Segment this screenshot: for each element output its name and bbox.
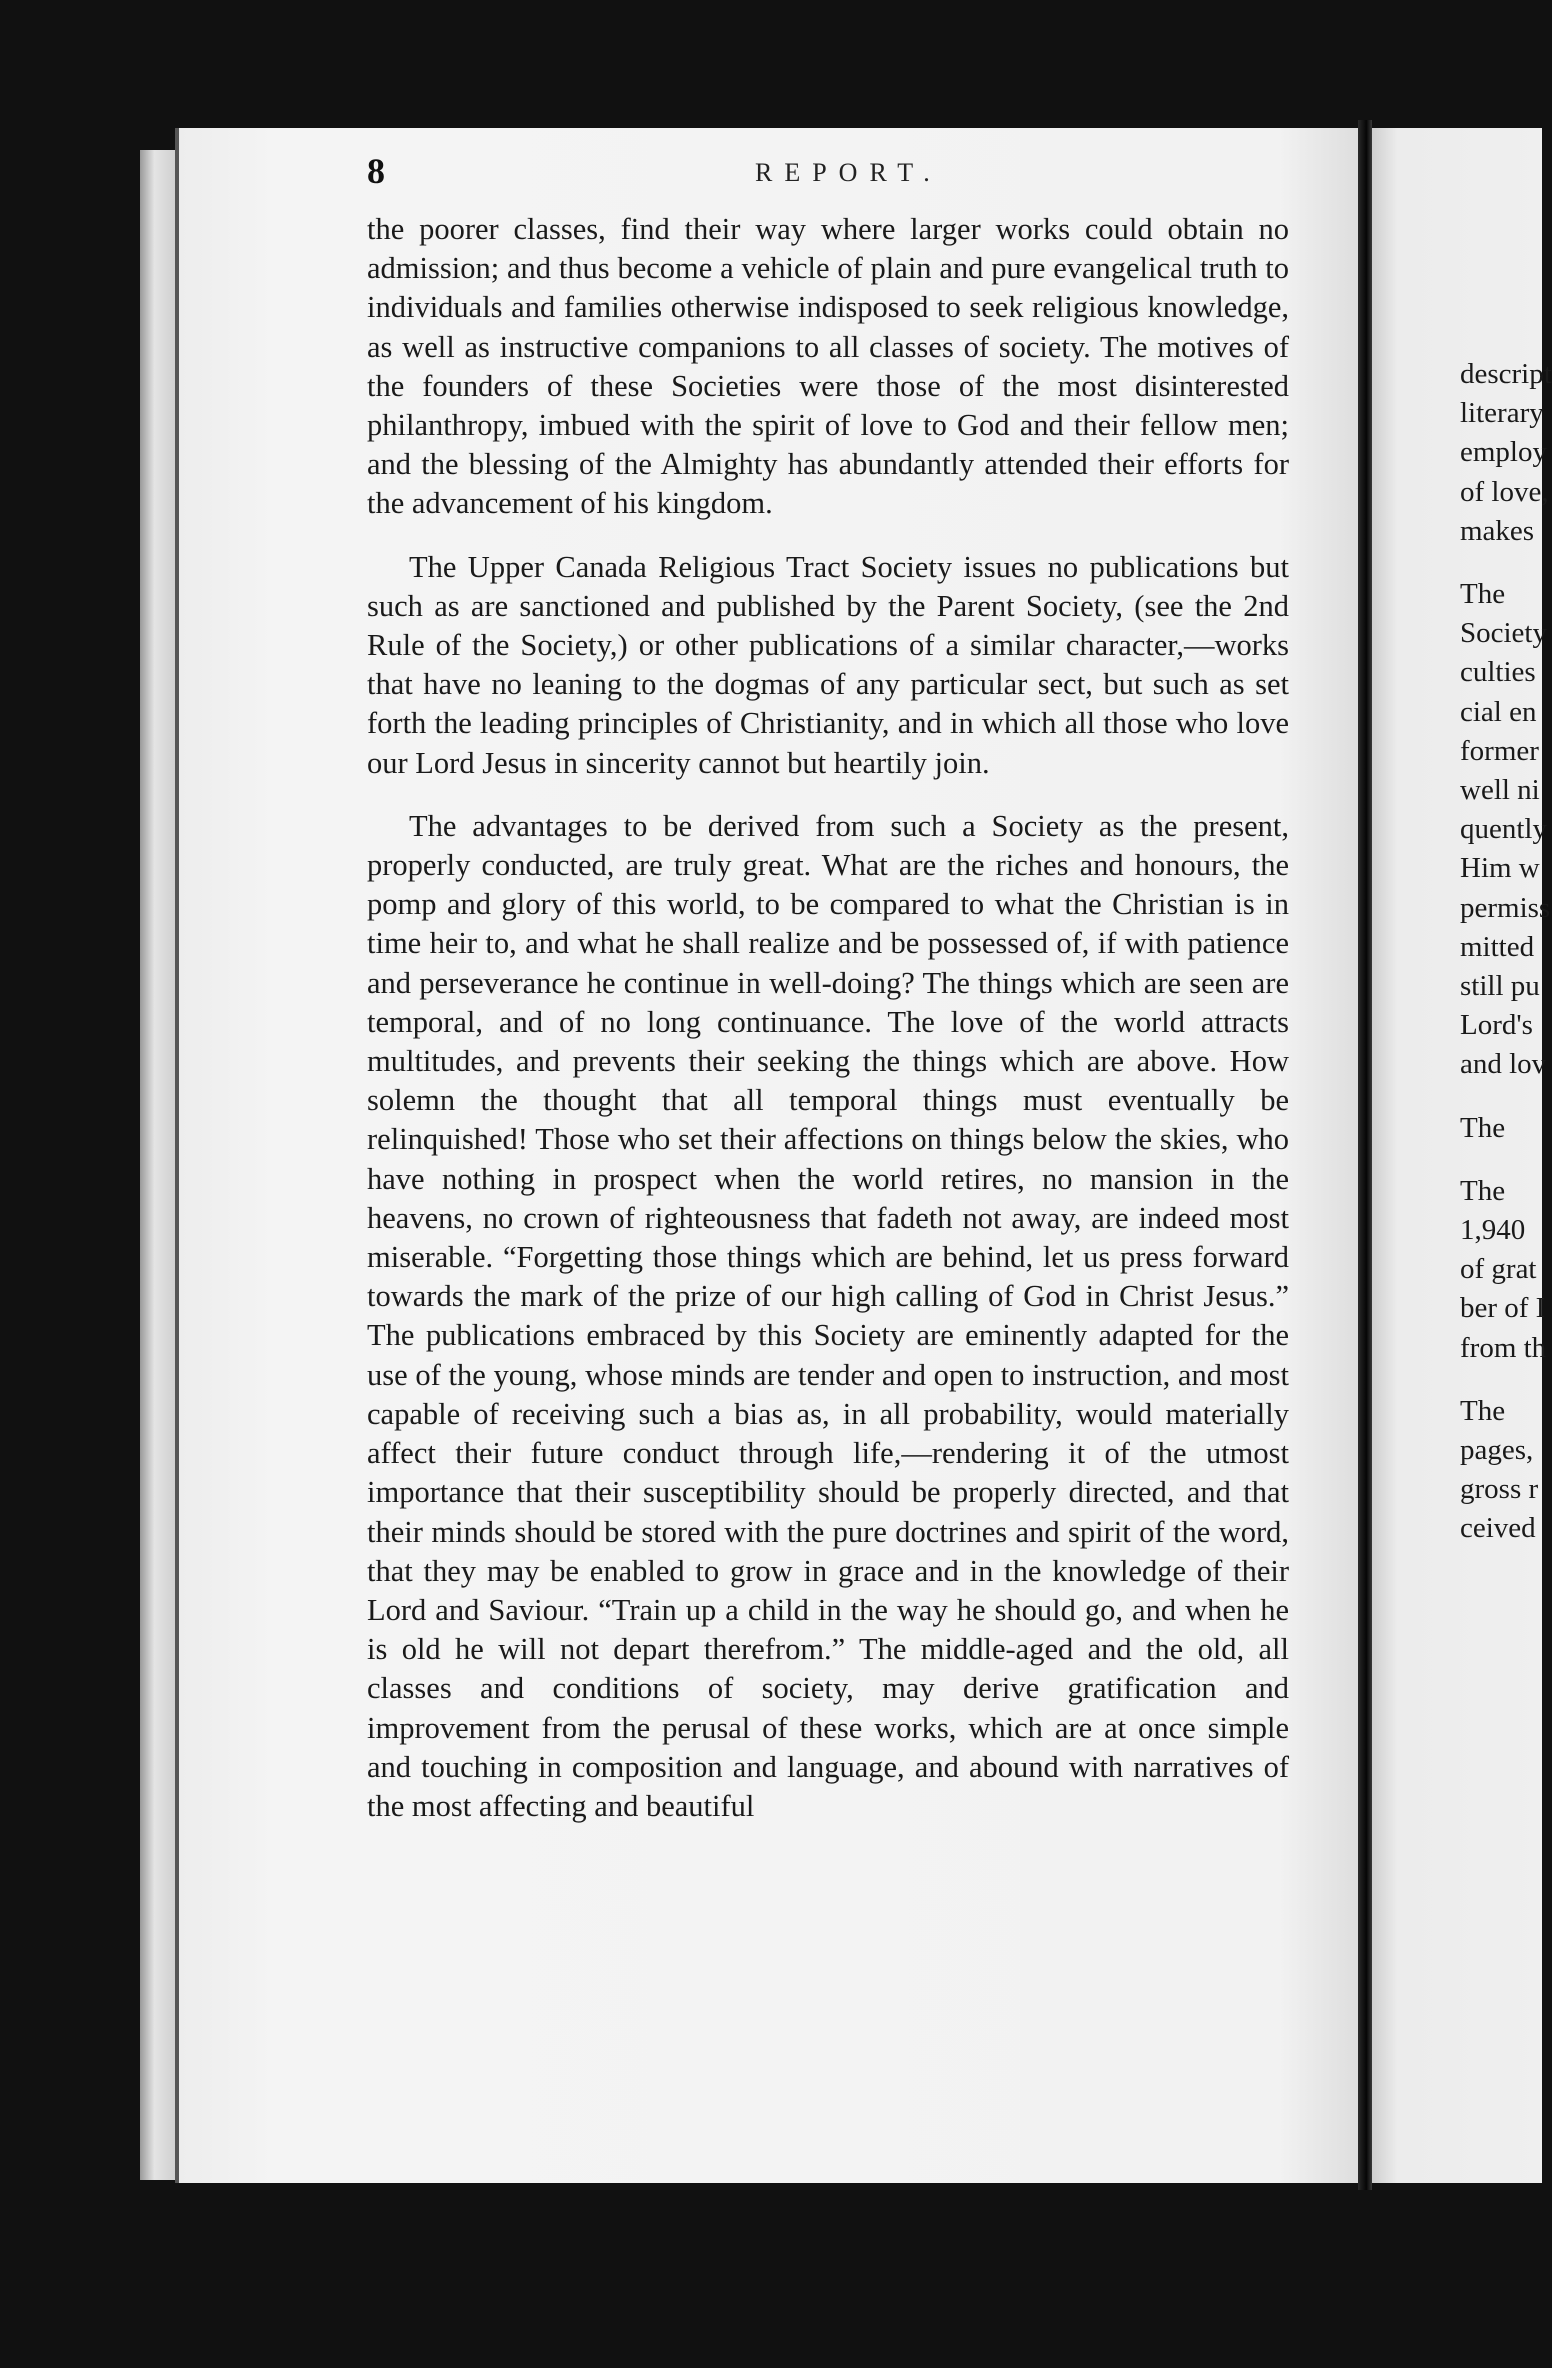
line-fragment: 1,940 — [1460, 1214, 1526, 1247]
line-fragment: The — [1460, 578, 1506, 611]
paragraph: The Upper Canada Religious Tract Society issues no publications but such as are sanctioned and published by the Parent Society, (see the 2nd Rule of the Society,) or other publications of a similar character,—works that have no leaning to the dogmas of any particular sect, but such as set forth the leading principles of Christianity, and in which all those who love our Lord Jesus in sincerity cannot but heartily join. — [367, 549, 1289, 780]
line-fragment: mitted — [1460, 930, 1535, 963]
page-header — [195, 150, 1195, 210]
page-number: 8 — [367, 151, 385, 191]
line-fragment: employ — [1460, 436, 1547, 469]
line-fragment: The — [1460, 1111, 1506, 1144]
running-head: REPORT. — [755, 158, 942, 187]
line-fragment: Him w — [1460, 852, 1540, 885]
line-fragment: of grat — [1460, 1253, 1537, 1286]
line-fragment: quently — [1460, 813, 1547, 846]
page-stack-edge — [140, 150, 176, 2180]
line-fragment: Society — [1460, 617, 1547, 650]
body-text — [367, 210, 1289, 1826]
line-fragment: makes — [1460, 514, 1535, 547]
line-fragment: and lov — [1460, 1048, 1547, 1081]
paragraph: the poorer classes, find their way where larger works could obtain no admission; and thus become a vehicle of plain and pure evangelical truth to individuals and families otherwise indisposed to seek religious knowledge, as well as instructive companions to all classes of society. The motives of the founders of these Societies were those of the most disinterested philanthropy, imbued with the spirit of love to God and their fellow men; and the blessing of the Almighty has abundantly attended their efforts for the advancement of his kingdom. — [367, 212, 1289, 521]
line-fragment: from th — [1460, 1331, 1547, 1364]
line-fragment: of love, — [1460, 475, 1549, 508]
book-gutter — [1358, 120, 1372, 2190]
line-fragment: culties — [1460, 656, 1536, 689]
line-fragment: literary — [1460, 397, 1544, 430]
line-fragment: permiss — [1460, 891, 1551, 924]
right-page-text — [1460, 355, 1552, 1549]
line-fragment: ceived — [1460, 1512, 1536, 1545]
line-fragment: former — [1460, 734, 1539, 767]
paragraph: The advantages to be derived from such a Society as the present, properly conducted, are truly great. What are the riches and honours, the pomp and glory of this world, to be compared to what the Christian is in time heir to, and what he shall realize and be possessed of, if with patience and perseverance he continue in well-doing? The things which are seen are temporal, and of no long continuance. The love of the world attracts multitudes, and prevents their seeking the things which are above. How solemn the thought that all temporal things must eventually be relinquished! Those who set their affections on things below the skies, who have nothing in prospect when the world retires, no mansion in the heavens, no crown of righteousness that fadeth not away, are indeed most miserable. “Forgetting those things which are behind, let us press forward towards the mark of the prize of our high calling of God in Christ Jesus.” The publications embraced by this Society are eminently adapted for the use of the young, whose minds are tender and open to instruction, and most capable of receiving such a bias as, in all probability, would materially affect their future conduct through life,—rendering it of the utmost importance that their susceptibility should be properly directed, and that their minds should be stored with the pure doctrines and spirit of the word, that they may be enabled to grow in grace and in the knowledge of their Lord and Saviour. “Train up a child in the way he should go, and when he is old he will not depart therefrom.” The middle-aged and the old, all classes and conditions of society, may derive gratification and improvement from the perusal of these works, which are at once simple and touching in composition and language, and abound with narratives of the most affecting and beautiful — [367, 808, 1289, 1823]
line-fragment: gross r — [1460, 1473, 1539, 1506]
line-fragment: cial en — [1460, 695, 1537, 728]
line-fragment: descript — [1460, 358, 1552, 390]
line-fragment: The — [1460, 1394, 1506, 1427]
line-fragment: well ni — [1460, 774, 1540, 807]
line-fragment: The — [1460, 1174, 1506, 1207]
line-fragment: ber of I — [1460, 1292, 1546, 1325]
line-fragment: still pu — [1460, 970, 1540, 1003]
line-fragment: Lord's — [1460, 1009, 1533, 1042]
line-fragment: pages, — [1460, 1434, 1534, 1467]
